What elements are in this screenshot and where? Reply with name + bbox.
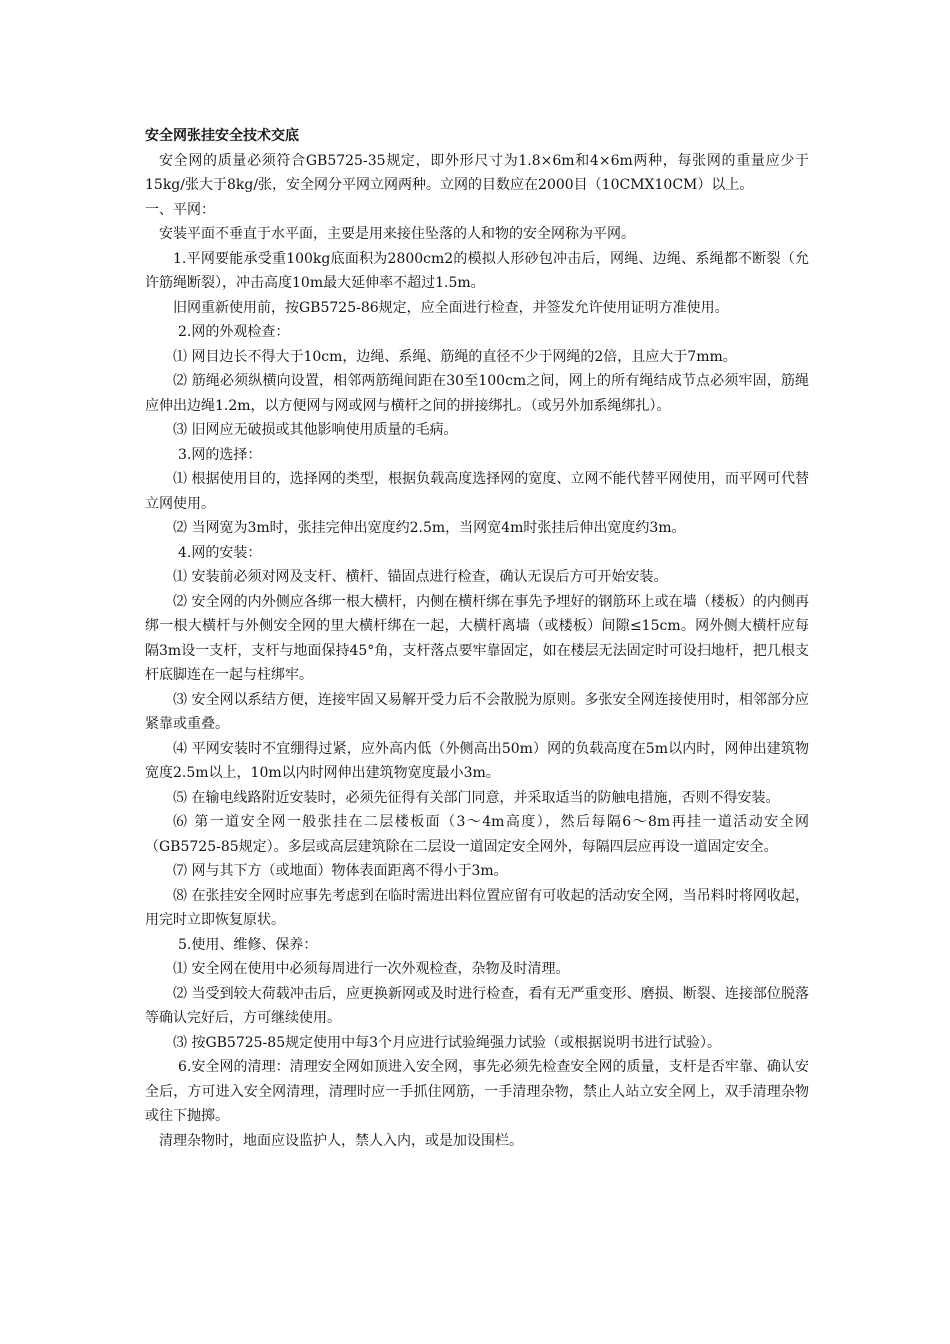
paragraph: ⑵ 安全网的内外侧应各绑一根大横杆，内侧在横杆绑在事先予埋好的钢筋环上或在墙（楼板）的内侧再绑一根大横杆与外侧安全网的里大横杆绑在一起，大横杆离墙（或楼板）间隙≤15cm。网外侧大横杆应每隔3m设一支杆，支杆与地面保持45°角，支杆落点要牢靠固定，如在楼层无法固定时可设扫地杆，把几根支杆底脚连在一起与柱绑牢。 <box>145 593 809 683</box>
document-page <box>145 124 809 1153</box>
paragraph: ⑹ 第一道安全网一般张挂在二层楼板面（3～4m高度），然后每隔6～8m再挂一道活动安全网（GB5725-85规定）。多层或高层建筑除在二层设一道固定安全网外，每隔四层应再设一道固定安全。 <box>145 814 809 855</box>
paragraph: ⑸ 在输电线路附近安装时，必须先征得有关部门同意，并采取适当的防触电措施，否则不得安装。 <box>173 789 780 806</box>
paragraph: 清理杂物时，地面应设监护人，禁人入内，或是加设围栏。 <box>159 1132 523 1149</box>
paragraph: ⑺ 网与其下方（或地面）物体表面距离不得小于3m。 <box>173 863 508 879</box>
document-title: 安全网张挂安全技术交底 <box>145 128 299 144</box>
paragraph: 旧网重新使用前，按GB5725-86规定，应全面进行检查，并签发允许使用证明方准使用。 <box>173 299 729 316</box>
paragraph: ⑶ 按GB5725-85规定使用中每3个月应进行试验绳强力试验（或根据说明书进行试验）。 <box>173 1034 722 1051</box>
paragraph: 6.安全网的清理：清理安全网如顶进入安全网，事先必须先检查安全网的质量，支杆是否牢靠、确认安全后，方可进入安全网清理，清理时应一手抓住网筋，一手清理杂物，禁止人站立安全网上，双手清理杂物或往下抛掷。 <box>145 1059 809 1124</box>
document-body <box>145 149 809 1154</box>
paragraph: ⑴ 网目边长不得大于10cm，边绳、系绳、筋绳的直径不少于网绳的2倍，且应大于7mm。 <box>173 348 737 365</box>
paragraph: 4.网的安装： <box>178 544 262 561</box>
paragraph: ⑴ 根据使用目的，选择网的类型，根据负载高度选择网的宽度、立网不能代替平网使用，而平网可代替立网使用。 <box>145 471 809 512</box>
paragraph: ⑵ 筋绳必须纵横向设置，相邻两筋绳间距在30至100cm之间，网上的所有绳结成节点必须牢固，筋绳应伸出边绳1.2m，以方便网与网或网与横杆之间的拼接绑扎。（或另外加系绳绑扎）。 <box>145 373 809 414</box>
paragraph: ⑶ 安全网以系结方便，连接牢固又易解开受力后不会散脱为原则。多张安全网连接使用时，相邻部分应紧靠或重叠。 <box>145 691 809 732</box>
paragraph: ⑵ 当受到较大荷载冲击后，应更换新网或及时进行检查，看有无严重变形、磨损、断裂、连接部位脱落等确认完好后，方可继续使用。 <box>145 985 809 1026</box>
paragraph: ⑶ 旧网应无破损或其他影响使用质量的毛病。 <box>173 422 458 438</box>
paragraph: 1.平网要能承受重100kg底面积为2800cm2的模拟人形砂包冲击后，网绳、边绳、系绳都不断裂（允许筋绳断裂），冲击高度10m最大延伸率不超过1.5m。 <box>145 250 809 291</box>
paragraph: 一、平网： <box>145 201 215 218</box>
paragraph: 安全网的质量必须符合GB5725-35规定，即外形尺寸为1.8×6m和4×6m两种，每张网的重量应少于15kg/张大于8kg/张，安全网分平网立网两种。立网的目数应在2000目（10CMX10CM）以上。 <box>145 152 809 193</box>
paragraph: 5.使用、维修、保养： <box>178 936 318 953</box>
paragraph: ⑴ 安装前必须对网及支杆、横杆、锚固点进行检查，确认无误后方可开始安装。 <box>173 569 668 585</box>
paragraph: ⑴ 安全网在使用中必须每周进行一次外观检查，杂物及时清理。 <box>173 961 570 977</box>
paragraph: 3.网的选择： <box>178 446 262 463</box>
paragraph: 安装平面不垂直于水平面，主要是用来接住坠落的人和物的安全网称为平网。 <box>159 226 635 242</box>
paragraph: ⑻ 在张挂安全网时应事先考虑到在临时需进出料位置应留有可收起的活动安全网，当吊料时将网收起，用完时立即恢复原状。 <box>145 887 809 928</box>
paragraph: ⑷ 平网安装时不宜绷得过紧，应外高内低（外侧高出50m）网的负载高度在5m以内时，网伸出建筑物宽度2.5m以上，10m以内时网伸出建筑物宽度最小3m。 <box>145 740 809 781</box>
paragraph: 2.网的外观检查： <box>178 324 290 340</box>
paragraph: ⑵ 当网宽为3m时，张挂完伸出宽度约2.5m，当网宽4m时张挂后伸出宽度约3m。 <box>173 520 686 536</box>
